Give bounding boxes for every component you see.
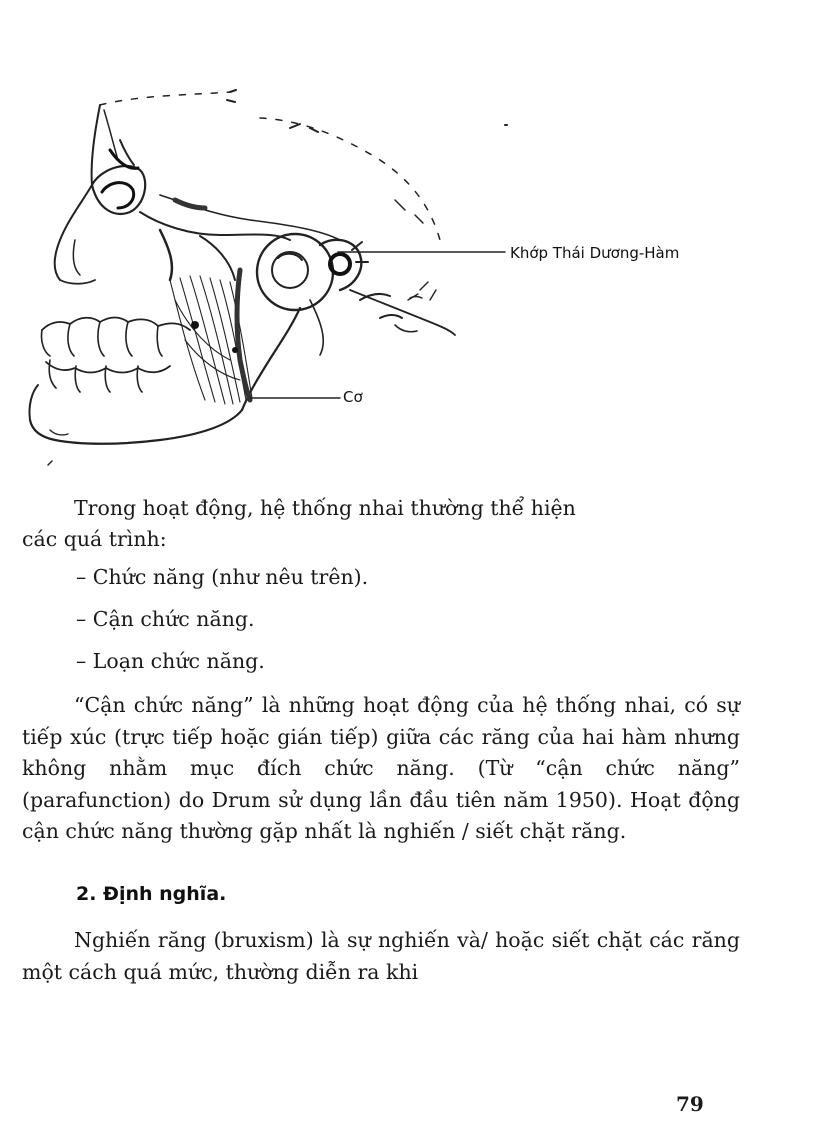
list-item: – Cận chức năng. xyxy=(76,607,255,631)
section-heading: 2. Định nghĩa. xyxy=(76,883,227,905)
process-list xyxy=(76,562,368,688)
page-number: 79 xyxy=(676,1092,704,1116)
list-item: – Loạn chức năng. xyxy=(76,649,265,673)
muscle-label: Cơ xyxy=(343,388,363,406)
definition-paragraph: Nghiến răng (bruxism) là sự nghiến và/ hoặc siết chặt các răng một cách quá mức, thường diễn ra khi xyxy=(22,928,740,984)
list-item: – Chức năng (như nêu trên). xyxy=(76,565,369,589)
skull-drawing xyxy=(0,0,816,480)
tmj-label: Khớp Thái Dương-Hàm xyxy=(510,244,680,262)
intro-paragraph xyxy=(22,493,740,555)
intro-line-2: các quá trình: xyxy=(22,527,167,551)
skull-illustration xyxy=(0,0,816,480)
intro-line-1: Trong hoạt động, hệ thống nhai thường thể hiện xyxy=(74,496,576,520)
parafunction-paragraph: “Cận chức năng” là những hoạt động của hệ thống nhai, có sự tiếp xúc (trực tiếp hoặc gián tiếp) giữa các răng của hai hàm nhưng không nhằm mục đích chức năng. (Từ “cận chức năng” (parafunction) do Drum sử dụng lần đầu tiên năm 1950). Hoạt động cận chức năng thường gặp nhất là nghiến / siết chặt răng. xyxy=(22,693,740,843)
